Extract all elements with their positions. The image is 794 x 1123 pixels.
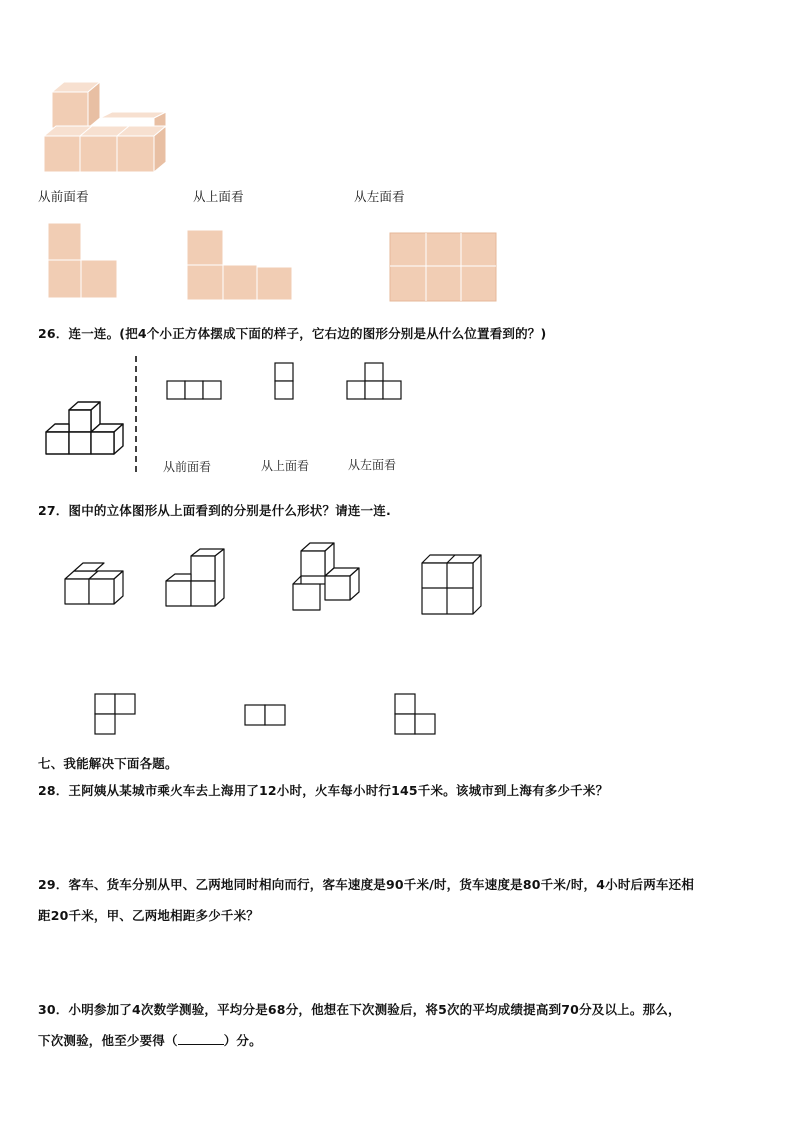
q27-solid-2 — [165, 548, 227, 608]
q26-label-top: 从上面看 — [261, 459, 310, 473]
q25-view-shape-2 — [186, 229, 294, 301]
front-view-label: 从前面看 — [38, 189, 89, 204]
q27-solid-1 — [64, 562, 126, 606]
top-view-label: 从上面看 — [193, 189, 244, 204]
q27-top-view-a — [94, 693, 136, 735]
q28-text: 28．王阿姨从某城市乘火车去上海用了12小时，火车每小时行145千米。该城市到上海有多少千米？ — [38, 783, 609, 798]
q26-text: 26．连一连。(把4个小正方体摆成下面的样子，它右边的图形分别是从什么位置看到的？) — [38, 326, 547, 341]
q29-line2: 距20千米，甲、乙两地相距多少千米？ — [38, 908, 259, 923]
q25-view-shape-1 — [47, 222, 119, 300]
q27-text: 27．图中的立体图形从上面看到的分别是什么形状？请连一连. — [38, 503, 391, 518]
q27-top-view-b — [244, 704, 286, 726]
q30-line1: 30．小明参加了4次数学测验，平均分是68分，他想在下次测验后，将5次的平均成绩提高到70分及以上。那么， — [38, 1002, 681, 1017]
q27-solid-3 — [292, 542, 364, 612]
q26-view-two-stacked — [274, 362, 296, 400]
q25-view-shape-3 — [389, 232, 497, 302]
q26-solid-figure — [44, 398, 126, 460]
q26-view-three-in-row — [166, 380, 222, 400]
q29-line1: 29．客车、货车分别从甲、乙两地同时相向而行，客车速度是90千米/时，货车速度是80千米/时，4小时后两车还相 — [38, 877, 695, 892]
q26-view-t-shape — [346, 362, 404, 400]
left-view-label: 从左面看 — [354, 189, 405, 204]
q30-answer-blank[interactable] — [178, 1032, 224, 1045]
q25-solid-figure — [40, 80, 180, 175]
q30-line2-before: 下次测验，他至少要得（ — [38, 1033, 178, 1048]
q30-line2 — [38, 1031, 262, 1049]
q26-divider-dashed — [132, 356, 140, 472]
q27-solid-4 — [420, 553, 484, 617]
section7-title: 七、我能解决下面各题。 — [38, 756, 178, 771]
q26-label-front: 从前面看 — [163, 460, 212, 474]
q30-line2-after: ）分。 — [223, 1033, 262, 1048]
q26-label-left: 从左面看 — [348, 458, 397, 472]
q27-top-view-c — [394, 693, 436, 735]
